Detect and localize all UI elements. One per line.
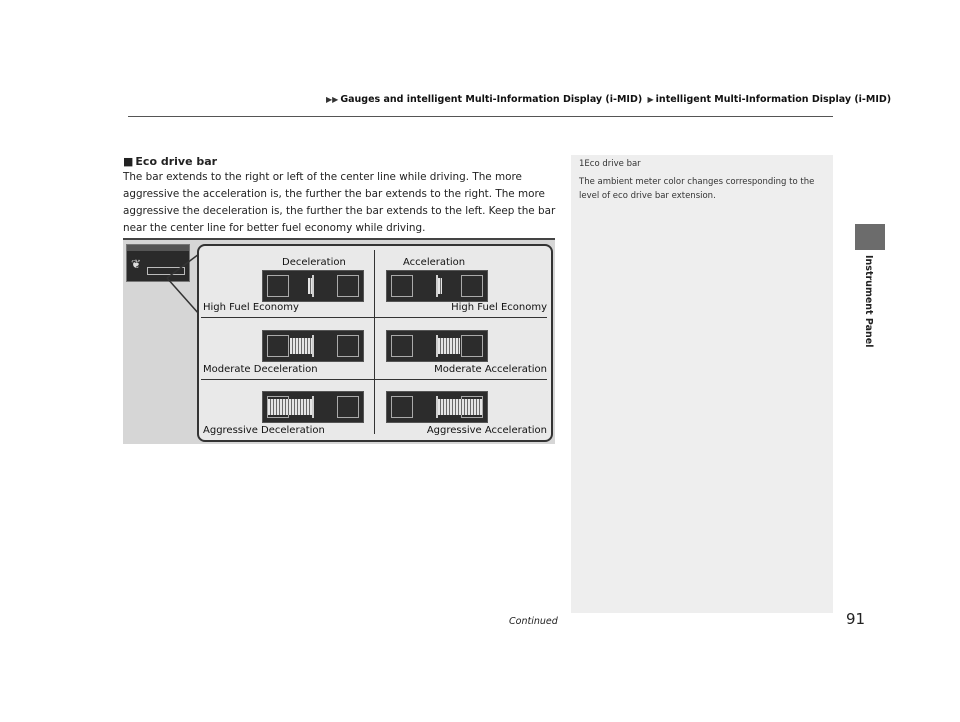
page-number: 91 [846, 610, 866, 628]
eco-bar-fill [438, 278, 442, 294]
note-title: 1Eco drive bar [579, 159, 641, 169]
section-marker-icon: ■ [123, 155, 134, 168]
eco-bar-examples-panel [197, 244, 553, 442]
row-divider [201, 379, 547, 380]
eco-bar-fill [438, 338, 460, 354]
breadcrumb-part-1[interactable]: Gauges and intelligent Multi-Information Display (i-MID) [340, 94, 643, 105]
chapter-tab [855, 224, 885, 250]
section-body: The bar extends to the right or left of the center line while driving. The more aggressive the acceleration is, the further the bar extends to the right. The more aggressive the deceleration is, the further the bar extends to the left. Keep the bar near the center line for better fuel economy while driving. [123, 171, 556, 234]
chevron-right-icon: ▶▶ [326, 95, 339, 104]
eco-bar-display-left-high [262, 270, 364, 302]
label-aggressive-deceleration: Aggressive Deceleration [203, 425, 325, 436]
chevron-right-icon: ▶ [647, 95, 654, 104]
eco-bar-display-right-aggressive [386, 391, 488, 423]
row-divider [201, 317, 547, 318]
center-divider [374, 250, 375, 434]
continued-label: Continued [509, 616, 558, 627]
label-aggressive-acceleration: Aggressive Acceleration [426, 425, 547, 436]
eco-bar-display-left-aggressive [262, 391, 364, 423]
heading-deceleration: Deceleration [282, 257, 346, 268]
note-box [571, 155, 833, 613]
section-title [123, 155, 217, 168]
eco-drive-figure [123, 238, 555, 444]
label-high-fuel-economy-right: High Fuel Economy [451, 302, 547, 313]
note-marker-icon: 1 [579, 159, 585, 169]
breadcrumb-part-2[interactable]: intelligent Multi-Information Display (i-MID) [655, 94, 892, 105]
eco-bar-display-left-moderate [262, 330, 364, 362]
label-high-fuel-economy-left: High Fuel Economy [203, 302, 299, 313]
heading-acceleration: Acceleration [403, 257, 466, 268]
eco-bar-fill [290, 338, 312, 354]
eco-bar-display-right-high [386, 270, 488, 302]
section-title-text: Eco drive bar [135, 155, 218, 168]
chapter-label: Instrument Panel [863, 255, 874, 348]
eco-bar-fill [268, 399, 312, 415]
label-moderate-acceleration: Moderate Acceleration [434, 364, 547, 375]
eco-bar-fill [438, 399, 482, 415]
label-moderate-deceleration: Moderate Deceleration [203, 364, 318, 375]
note-text: The ambient meter color changes corresponding to the level of eco drive bar extension. [579, 177, 815, 201]
header-divider [128, 116, 833, 117]
eco-leaf-icon: ❦ [131, 257, 142, 271]
eco-bar-display-right-moderate [386, 330, 488, 362]
breadcrumb [324, 94, 891, 105]
